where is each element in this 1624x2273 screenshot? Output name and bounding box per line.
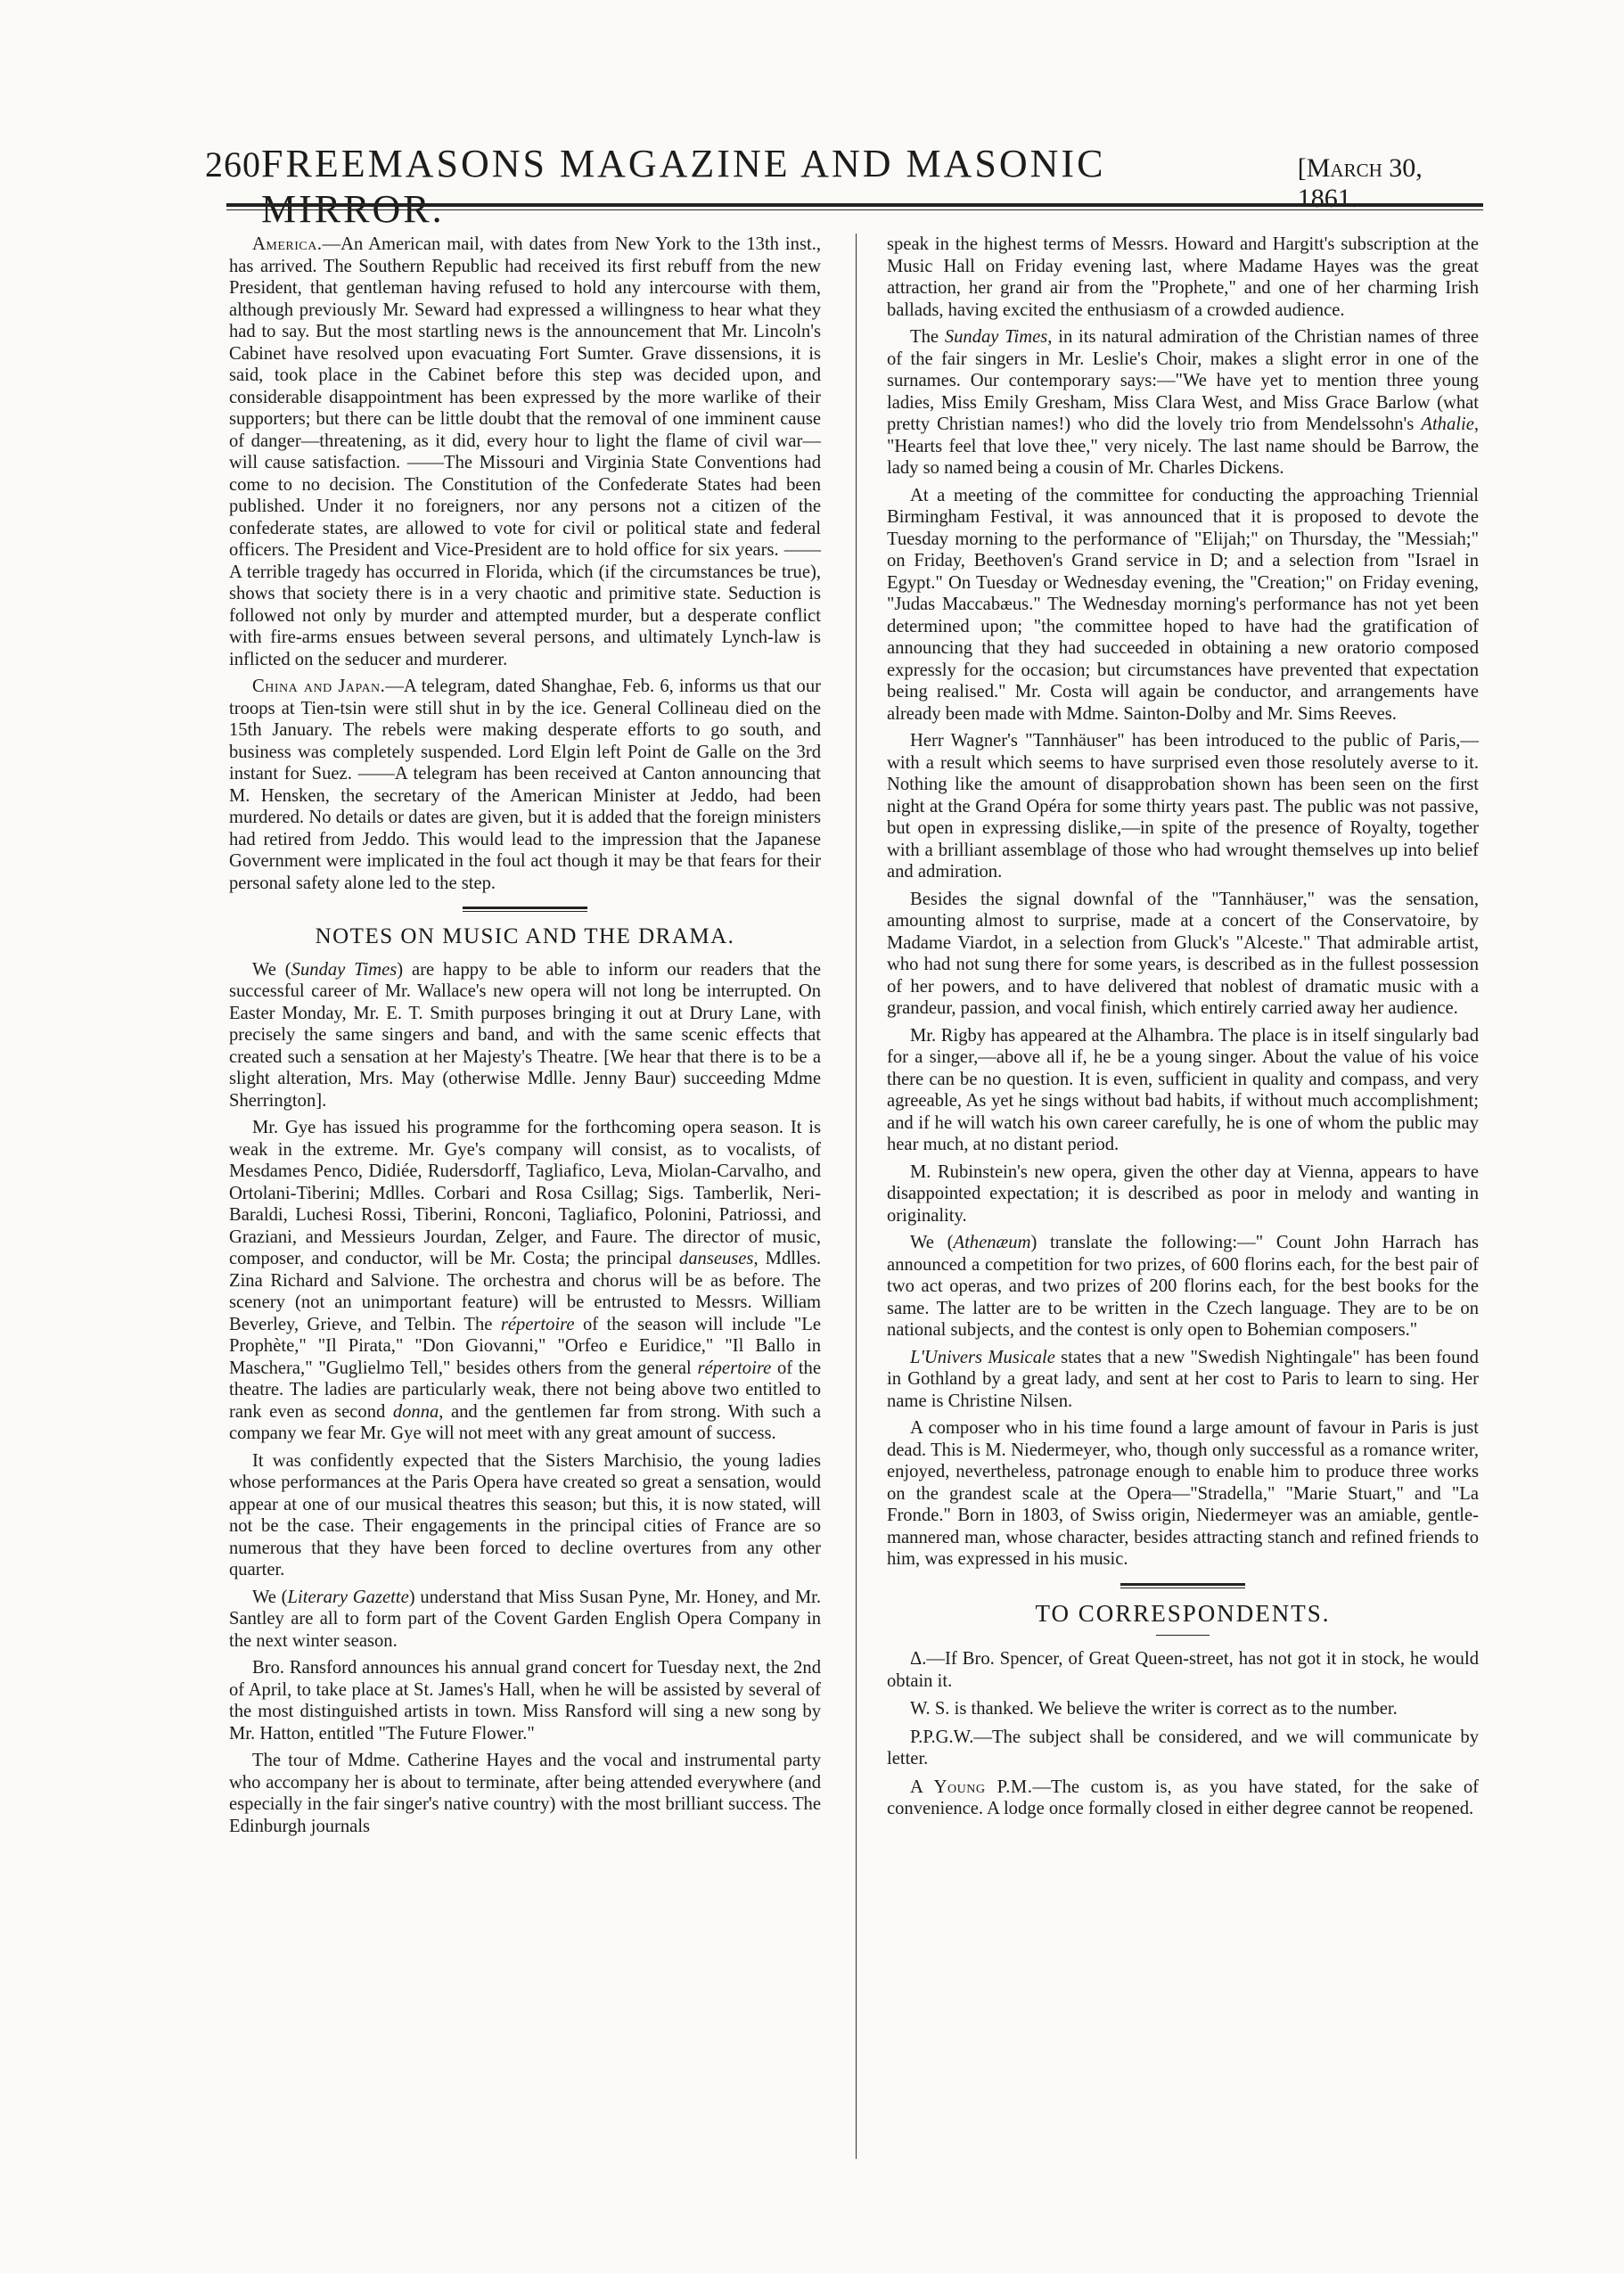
paragraph: A composer who in his time found a large amount of favour in Paris is just dead. This is M. Niedermeyer, who, though only successful as a romance writer, enjoyed, nevertheless, patronage enough to enable him to produce three works on the grandest scale at the Opera—"Stradella," "Marie Stuart," and "La Fronde." Born in 1803, of Swiss origin, Niedermeyer was an amiable, gentle-mannered man, whose character, besides attracting stanch and refined friends to him, was expressed in his music.	[887, 1418, 1479, 1569]
note-lead: Δ.	[910, 1649, 927, 1669]
paragraph: At a meeting of the committee for conducting the approaching Triennial Birmingham Festival, it was announced that it is proposed to devote the Tuesday morning to the performance of "Elijah;" on Thursday, the "Messiah;" on Friday, Beethoven's Grand service in D; and a selection from "Israel in Egypt." On Tuesday or Wednesday evening, the "Creation;" on Friday evening, "Judas Maccabæus." The Wednesday morning's performance has not yet been determined upon; "the committee hoped to have had the gratification of announcing that they had succeeded in obtaining a new oratorio composed expressly for the occasion; but circumstances have prevented that expectation being realised." Mr. Costa will again be conductor, and arrangements have already been made with Mdme. Sainton-Dolby and Mr. Sims Reeves.	[887, 485, 1479, 724]
correspondents-list	[887, 1648, 1479, 1820]
text-run-italic: L'Univers Musicale	[910, 1347, 1055, 1367]
paragraph: M. Rubinstein's new opera, given the other day at Vienna, appears to have disappointed expectation; it is described as poor in melody and wanting in originality.	[887, 1161, 1479, 1226]
correspondent-note	[887, 1698, 1479, 1720]
text-run: , and the gentlemen far from strong. With such a company we fear Mr. Gye will not meet with any great amount of success.	[229, 1401, 821, 1443]
left-column	[229, 234, 821, 1842]
text-run-italic: Athalie	[1421, 414, 1474, 434]
masthead-title: FREEMASONS MAGAZINE AND MASONIC MIRROR.	[261, 142, 1106, 231]
text-run: We (	[910, 1233, 954, 1252]
note-lead: P.P.G.W.	[910, 1727, 974, 1747]
article-lead: America.	[252, 234, 323, 254]
text-run: , in its natural admiration of the Christian names of three of the fair singers in Mr. Leslie's Choir, makes a slight error in one of the surnames. Our contemporary says:—"We have yet to mention three young ladies, Miss Emily Gresham, Miss Clara West, and Miss Grace Barlow (what pretty Christian names!) who did the lovely trio from Mendelssohn's	[887, 327, 1479, 434]
text-run-italic: répertoire	[500, 1314, 575, 1334]
paragraph	[887, 1232, 1479, 1342]
paragraph: The tour of Mdme. Catherine Hayes and the vocal and instrumental party who accompany her is about to terminate, after being attended everywhere (and especially in the fair singer's native country) with the most brilliant success. The Edinburgh journals	[229, 1751, 821, 1836]
paragraph	[229, 1117, 821, 1445]
text-run: of the theatre. The ladies are particularly weak, there not being above two entitled to rank even as second	[229, 1358, 821, 1422]
note-text: —The custom is, as you have stated, for the sake of convenience. A lodge once formally closed in either degree cannot be reopened.	[887, 1777, 1479, 1818]
note-text: —If Bro. Spencer, of Great Queen-street, has not got it in stock, he would obtain it.	[887, 1649, 1479, 1691]
column-divider	[856, 234, 857, 2159]
paragraph	[887, 1347, 1479, 1413]
issue-date: [March 30, 1861.	[1297, 153, 1423, 213]
text-run: , Mdlles. Zina Richard and Salvione. The orchestra and chorus will be as before. The scenery (not an unimportant feature) will be entrusted to Messrs. William Beverley, Grieve, and Telbin. The	[229, 1249, 821, 1334]
section-separator	[463, 907, 587, 912]
note-text: is thanked. We believe the writer is correct as to the number.	[949, 1699, 1398, 1719]
note-lead: W. S.	[910, 1699, 950, 1719]
text-run: ) are happy to be able to inform our readers that the successful career of Mr. Wallace's new opera will not long be interrupted. On Easter Monday, Mr. E. T. Smith purposes bringing it out at Drury Lane, with precisely the same singers and band, and with the same scenic effects that created such a sensation at her Majesty's Theatre. [We hear that there is to be a slight alteration, Mrs. May (otherwise Mdlle. Jenny Baur) succeeding Mdme Sherrington].	[229, 959, 821, 1111]
correspondent-note	[887, 1777, 1479, 1820]
note-text: —The subject shall be considered, and we will communicate by letter.	[887, 1727, 1479, 1768]
correspondent-note	[887, 1648, 1479, 1692]
article-china-japan	[229, 676, 821, 894]
page-number: 260	[205, 144, 261, 185]
right-column	[887, 234, 1479, 1826]
note-lead: A Young P.M.	[910, 1777, 1033, 1797]
text-run-italic: Sunday Times	[944, 327, 1048, 347]
header-rule	[226, 203, 1483, 210]
section-separator	[1120, 1583, 1245, 1588]
text-run: of the season will include "Le Prophète," "Il Pirata," "Don Giovanni," "Orfeo e Euridice," "Il Ballo in Maschera," "Guglielmo Tell," besides others from the general	[229, 1314, 821, 1378]
paragraph: Besides the signal downfal of the "Tannhäuser," was the sensation, amounting almost to surprise, made at a concert of the Conservatoire, by Madame Viardot, in a selection from Gluck's "Alceste." That admirable artist, who had not sung there for some years, is described as in the fullest possession of her powers, and to have delivered that noblest of dramatic music with a grandeur, passion, and vocal finish, which entirely carried away her audience.	[887, 889, 1479, 1018]
paragraph: Bro. Ransford announces his annual grand concert for Tuesday next, the 2nd of April, to take place at St. James's Hall, when he will be assisted by several of the most distinguished artists in town. Miss Ransford will sing a new song by Mr. Hatton, entitled "The Future Flower."	[229, 1658, 821, 1744]
text-run: We (	[252, 1587, 288, 1607]
page-header	[205, 141, 1489, 231]
article-text: —An American mail, with dates from New York to the 13th inst., has arrived. The Southern Republic had received its first rebuff from the new President, that gentleman having refused to hold any intercourse with them, although previously Mr. Seward had expressed a willingness to hear what they had to say. But the most startling news is the announcement that Mr. Lincoln's Cabinet have resolved upon evacuating Fort Sumter. Grave dissensions, it is said, took place in the Cabinet before this step was decided upon, and considerable disappointment has been expressed by the more warlike of their supporters; but there can be little doubt that the removal of one imminent cause of danger—threatening, as it did, every hour to light the flame of civil war—will cause satisfaction. ——The Missouri and Virginia State Conventions had come to no decision. The Constitution of the Confederate States had been published. Under it no foreigners, nor any persons not a citizen of the confederate states, are allowed to vote for civil or political state and federal officers. The President and Vice-President are to hold office for six years. ——A terrible tragedy has occurred in Florida, which (if the circumstances be true), shows that society there is in a very chaotic and primitive state. Seduction is followed not only by murder and attempted murder, but a desperate conflict with fire-arms ensues between several persons, and ultimately Lynch-law is inflicted on the seducer and murderer.	[229, 234, 821, 669]
text-run-italic: Literary Gazette	[287, 1587, 409, 1607]
text-run: We (	[252, 959, 291, 980]
paragraph	[229, 959, 821, 1112]
text-run-italic: danseuses	[678, 1249, 754, 1268]
text-run: ) translate the following:—" Count John Harrach has announced a competition for two prizes, of 600 florins each, for the best pair of two act operas, and two prizes of 200 florins each, for the best books for the same. The latter are to be written in the Czech language. They are to be on national subjects, and the contest is only open to Bohemian composers."	[887, 1233, 1479, 1340]
paragraph	[229, 1587, 821, 1653]
text-run: The	[910, 327, 945, 347]
article-lead: China and Japan.	[252, 677, 386, 696]
heading-rule	[1156, 1635, 1210, 1636]
article-text: —A telegram, dated Shanghae, Feb. 6, informs us that our troops at Tien-tsin were still shut in by the ice. General Collineau died on the 15th January. The rebels were making desperate efforts to go south, and business was completely suspended. Lord Elgin left Point de Galle on the 3rd instant for Suez. ——A telegram has been received at Canton announcing that M. Hensken, the secretary of the American Minister at Jeddo, had been murdered. No details or dates are given, but it is added that the foreign ministers had retired from Jeddo. This would lead to the impression that the Japanese Government were implicated in the foul act though it may be that fears for their personal safety alone led to the step.	[229, 677, 821, 893]
section-heading-correspondents: TO CORRESPONDENTS.	[1035, 1599, 1331, 1627]
paragraph: speak in the highest terms of Messrs. Howard and Hargitt's subscription at the Music Hall on Friday evening last, where Madame Hayes was the great attraction, her grand air from the "Prophete," and one of her charming Irish ballads, having excited the enthusiasm of a crowded audience.	[887, 234, 1479, 320]
text-run-italic: Sunday Times	[291, 959, 398, 980]
text-run-italic: donna	[392, 1401, 439, 1422]
text-run: Mr. Gye has issued his programme for the forthcoming opera season. It is weak in the extreme. Mr. Gye's company will consist, as to vocalists, of Mesdames Penco, Didiée, Rudersdorff, Tagliafico, Leva, Miolan-Carvalho, and Ortolani-Tiberini; Mdlles. Corbari and Rosa Csillag; Sigs. Tamberlik, Neri-Baraldi, Luchesi Rossi, Tiberini, Ronconi, Tagliafico, Polonini, Patriossi, and Graziani, and Messieurs Jourdan, Zelger, and Faure. The director of music, composer, and conductor, will be Mr. Costa; the principal	[229, 1118, 821, 1268]
paragraph: Mr. Rigby has appeared at the Alhambra. The place is in itself singularly bad for a singer,—above all if, he be a young singer. About the value of his voice there can be no question. It is even, sufficient in quality and compass, and very agreeable, As yet he sings without bad habits, if without much accomplishment; and if he will watch his own career carefully, he is one of whom the public may hear much, at no distant period.	[887, 1025, 1479, 1154]
paragraph	[887, 326, 1479, 480]
paragraph: It was confidently expected that the Sisters Marchisio, the young ladies whose performances at the Paris Opera have created so great a sensation, would appear at one of our musical theatres this season; but this, it is now stated, will not be the case. Their engagements in the principal cities of France are so numerous that they have been forced to decline overtures from any other quarter.	[229, 1450, 821, 1580]
text-run-italic: répertoire	[697, 1358, 772, 1378]
section-heading-music: NOTES ON MUSIC AND THE DRAMA.	[315, 924, 735, 948]
text-run-italic: Athenæum	[953, 1233, 1031, 1252]
text-run: , "Hearts feel that love thee," very nicely. The last name should be Barrow, the lady so named being a cousin of Mr. Charles Dickens.	[887, 414, 1479, 478]
text-run: ) understand that Miss Susan Pyne, Mr. Honey, and Mr. Santley are all to form part of the Covent Garden English Opera Company in the next winter season.	[229, 1587, 822, 1651]
correspondent-note	[887, 1727, 1479, 1770]
paragraph: Herr Wagner's "Tannhäuser" has been introduced to the public of Paris,—with a result which seems to have surprised even those resolutely averse to it. Nothing like the amount of disapprobation shown has been seen on the first night at the Grand Opéra for some thirty years past. The public was not passive, but open in expressing dislike,—in spite of the presence of Royalty, together with a brilliant assemblage of those who had wrought themselves up into belief and admiration.	[887, 731, 1479, 882]
text-run: states that a new "Swedish Nightingale" has been found in Gothland by a great lady, and sent at her cost to Paris to learn to sing. Her name is Christine Nilsen.	[887, 1347, 1479, 1411]
article-america	[229, 234, 821, 670]
